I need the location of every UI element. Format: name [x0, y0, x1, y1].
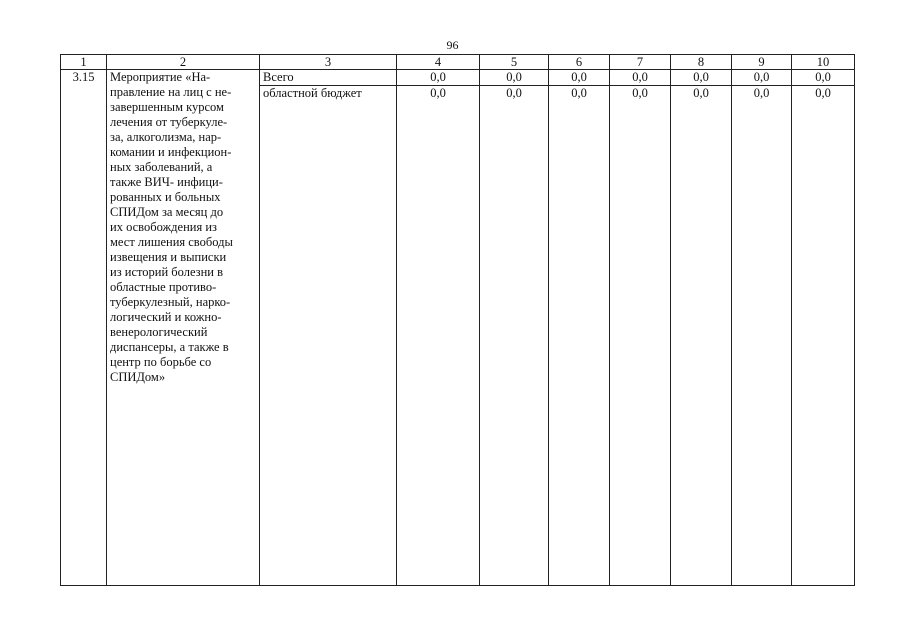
column-number-header: 10	[792, 55, 855, 70]
measure-description: Мероприятие «На- правление на лиц с не- завершенным курсом лечения от туберкуле- за, алкоголизма, нар- комании и инфекцион- ных заболеваний, а также ВИЧ- инфици- рованных и больных СПИДом за месяц до их освобождения из мест лишения свободы извещения и выписки из историй болезни в областные противо- туберкулезный, нарко- логический и кожно- венерологический диспансеры, а также в центр по борьбе со СПИДом»	[107, 70, 260, 586]
value-cell: 0,0	[671, 86, 732, 586]
column-number-header: 7	[610, 55, 671, 70]
page-number: 96	[446, 38, 459, 52]
value-cell: 0,0	[610, 70, 671, 86]
value-cell: 0,0	[732, 70, 792, 86]
column-number-header: 3	[260, 55, 397, 70]
value-cell: 0,0	[732, 86, 792, 586]
funding-table	[60, 54, 855, 586]
column-number-header: 2	[107, 55, 260, 70]
column-number-header: 4	[397, 55, 480, 70]
table-row	[61, 70, 855, 86]
column-number-header: 9	[732, 55, 792, 70]
column-number-header: 5	[480, 55, 549, 70]
column-number-header: 1	[61, 55, 107, 70]
value-cell: 0,0	[792, 70, 855, 86]
column-number-header: 8	[671, 55, 732, 70]
value-cell: 0,0	[610, 86, 671, 586]
column-number-row	[61, 55, 855, 70]
value-cell: 0,0	[549, 86, 610, 586]
value-cell: 0,0	[671, 70, 732, 86]
value-cell: 0,0	[480, 86, 549, 586]
funding-source-label: Всего	[260, 70, 397, 86]
value-cell: 0,0	[397, 86, 480, 586]
column-number-header: 6	[549, 55, 610, 70]
value-cell: 0,0	[792, 86, 855, 586]
value-cell: 0,0	[480, 70, 549, 86]
row-id: 3.15	[61, 70, 107, 586]
value-cell: 0,0	[549, 70, 610, 86]
funding-source-label: областной бюджет	[260, 86, 397, 586]
value-cell: 0,0	[397, 70, 480, 86]
